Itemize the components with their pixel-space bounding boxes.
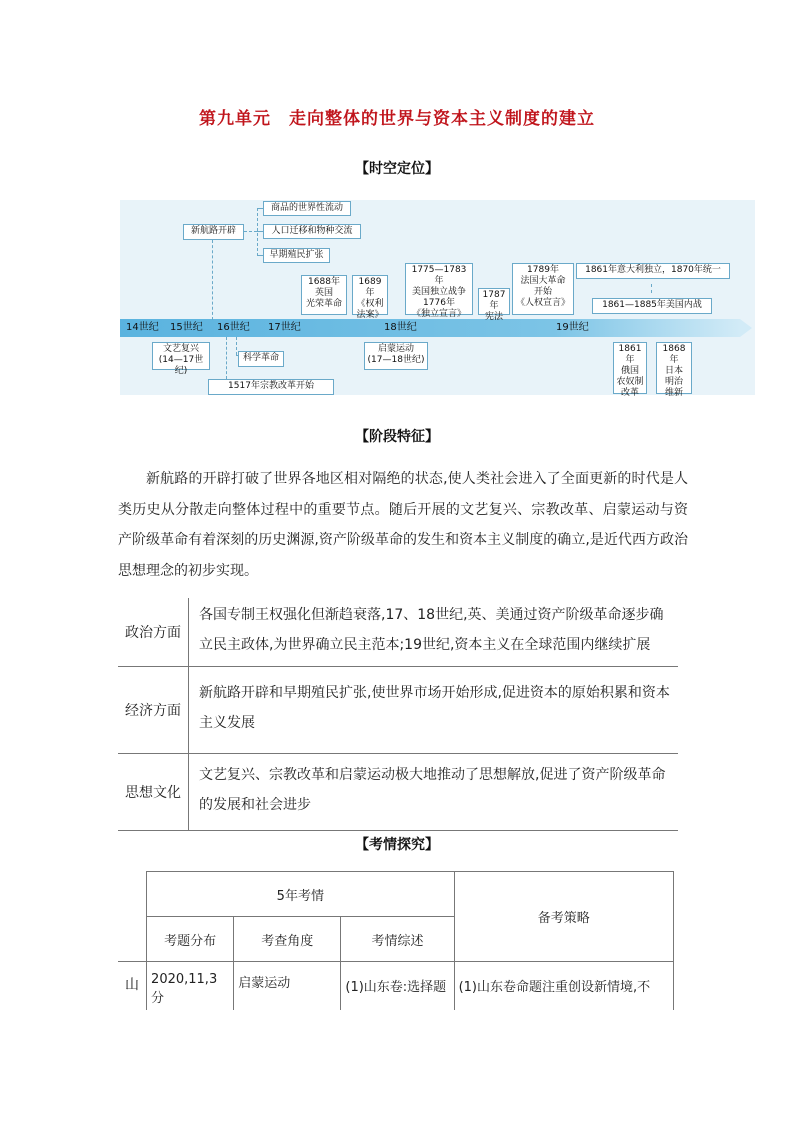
timeline-arrowhead	[740, 319, 752, 337]
event-us-constitution: 1787年 宪法	[478, 288, 510, 315]
event-american-independence: 1775—1783年 美国独立战争 1776年 《独立宣言》	[405, 263, 473, 315]
distribution-cell: 2020,11,3分	[147, 962, 234, 1011]
event-renaissance: 文艺复兴 (14—17世纪)	[152, 342, 210, 370]
event-russia-serf-reform: 1861年 俄国 农奴制 改革	[613, 342, 647, 394]
summary-cell: (1)山东卷:选择题	[341, 962, 454, 1011]
event-glorious-revolution: 1688年 英国 光荣革命	[301, 275, 347, 315]
connector-line	[236, 337, 237, 355]
table-row	[118, 962, 674, 1011]
event-migration-exchange: 人口迁移和物种交流	[263, 224, 361, 239]
event-colonial-expansion: 早期殖民扩张	[263, 248, 330, 263]
century-label-15: 15世纪	[170, 322, 203, 333]
intro-paragraph: 新航路的开辟打破了世界各地区相对隔绝的状态,使人类社会进入了全面更新的时代是人类历史从分散走向整体过程中的重要节点。随后开展的文艺复兴、宗教改革、启蒙运动与资产阶级革命有着深刻的历史渊源,资产阶级革命的发生和资本主义制度的确立,是近代西方政治思想理念的初步实现。	[118, 471, 688, 579]
region-cell: 山	[118, 962, 147, 1011]
description-cell: 各国专制王权强化但渐趋衰落,17、18世纪,英、美通过资产阶级革命逐步确立民主政体,为世界确立民主范本;19世纪,资本主义在全球范围内继续扩展	[189, 598, 679, 667]
connector-line	[226, 337, 227, 379]
timeline-figure	[120, 200, 755, 398]
table-row	[118, 872, 674, 917]
event-meiji-restoration: 1868年 日本 明治 维新	[656, 342, 692, 394]
event-us-civil-war: 1861—1885年美国内战	[592, 298, 712, 314]
blank-corner-cell	[118, 872, 147, 962]
event-reformation: 1517年宗教改革开始	[208, 379, 334, 395]
century-label-16: 16世纪	[217, 322, 250, 333]
table-row	[118, 598, 678, 667]
event-scientific-revolution: 科学革命	[238, 351, 284, 367]
column-header: 考情综述	[341, 917, 454, 962]
description-cell: 新航路开辟和早期殖民扩张,使世界市场开始形成,促进资本的原始积累和资本主义发展	[189, 667, 679, 754]
event-bill-of-rights: 1689年 《权利 法案》	[352, 275, 388, 315]
strategy-cell: (1)山东卷命题注重创设新情境,不	[454, 962, 673, 1011]
event-italy-unification: 1861年意大利独立，1870年统一	[576, 263, 730, 279]
timeline-axis	[120, 319, 740, 337]
connector-line	[257, 208, 258, 256]
century-label-17: 17世纪	[268, 322, 301, 333]
event-enlightenment: 启蒙运动 (17—18世纪)	[364, 342, 428, 370]
section-heading-spacetime: 【时空定位】	[355, 161, 439, 177]
column-header: 考查角度	[234, 917, 341, 962]
page-title: 第九单元 走向整体的世界与资本主义制度的建立	[199, 109, 595, 129]
connector-line	[651, 284, 652, 293]
column-header: 考题分布	[147, 917, 234, 962]
connector-line	[244, 231, 257, 232]
description-cell: 文艺复兴、宗教改革和启蒙运动极大地推动了思想解放,促进了资产阶级革命的发展和社会进步	[189, 754, 679, 831]
features-table	[118, 598, 678, 831]
exam-table	[118, 871, 674, 1010]
event-french-revolution: 1789年 法国大革命 开始 《人权宣言》	[512, 263, 574, 315]
century-label-18: 18世纪	[384, 322, 417, 333]
century-label-19: 19世纪	[556, 322, 589, 333]
event-new-route: 新航路开辟	[183, 224, 244, 240]
table-row	[118, 754, 678, 831]
aspect-cell: 经济方面	[118, 667, 189, 754]
connector-line	[212, 240, 213, 320]
aspect-cell: 政治方面	[118, 598, 189, 667]
section-heading-exam: 【考情探究】	[355, 837, 439, 853]
section-heading-features: 【阶段特征】	[355, 429, 439, 445]
group-header-cell: 5年考情	[147, 872, 455, 917]
table-row	[118, 667, 678, 754]
aspect-cell: 思想文化	[118, 754, 189, 831]
century-label-14: 14世纪	[126, 322, 159, 333]
strategy-header-cell: 备考策略	[454, 872, 673, 962]
event-commodity-flow: 商品的世界性流动	[263, 201, 351, 216]
angle-cell: 启蒙运动	[234, 962, 341, 1011]
